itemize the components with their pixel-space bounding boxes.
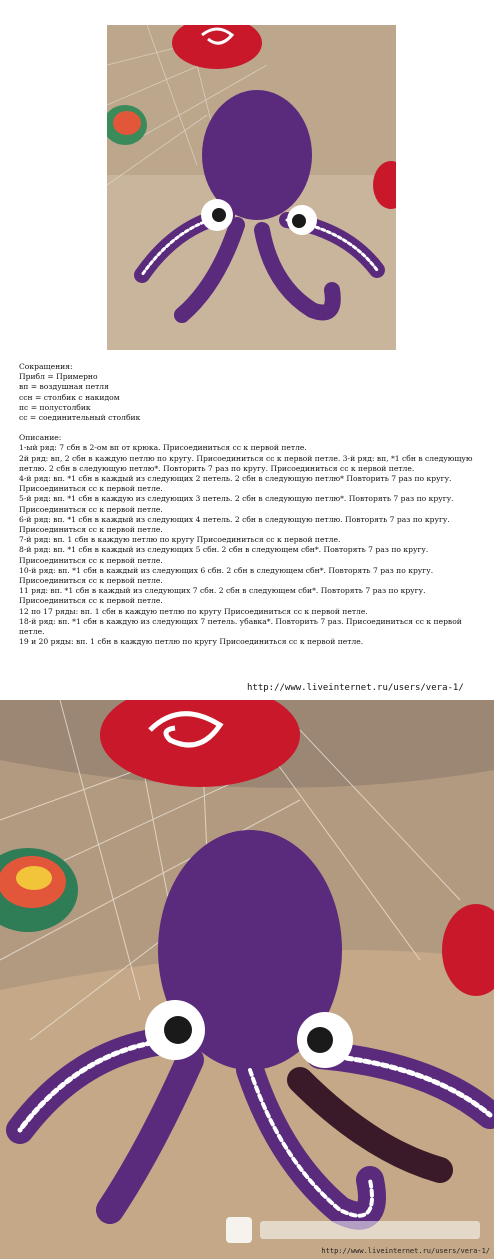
description-line: 11 ряд: вп. *1 сбн в каждый из следующих 7 сбн. 2 сбн в следующем сби*. Повторять 7 раз по кругу. Присоединиться сс к первой петле. xyxy=(19,586,426,606)
source-url-bottom[interactable]: http://www.liveinternet.ru/users/vera-1/ xyxy=(321,1247,490,1255)
octopus-photo-bottom xyxy=(0,700,494,1259)
description-line: 4-й ряд: вп. *1 сбн в каждый из следующих 2 петель. 2 сбн в следующую петлю* Повторить 7 раз по кругу. Присоединиться сс к первой петле. xyxy=(19,474,452,494)
description-line: 10-й ряд: вп. *1 сбн в каждый из следующих 6 сбн. 2 сбн в следующем сбн*. Повторять 7 раз по кругу. Присоединиться сс к первой петле. xyxy=(19,565,434,586)
octopus-photo-top xyxy=(107,25,396,350)
abbreviations-heading: Сокращения: xyxy=(19,362,73,371)
description-line: 18-й ряд: вп. *1 сбн в каждую из следующих 7 петель. убавка*. Повторить 7 раз. Присоединиться сс к первой петле. xyxy=(19,616,462,637)
description-line: 12 по 17 ряды: вп. 1 сбн в каждую петлю по кругу Присоединиться сс к первой петле. xyxy=(19,606,368,616)
description-heading: Описание: xyxy=(19,433,62,443)
abbreviation-item: ссн = столбик с накидом xyxy=(19,392,120,402)
pattern-text xyxy=(19,362,489,647)
description-line: 6-й ряд: вп. *1 сбн в каждый из следующих 4 петель. 2 сбн в следующую петлю. Повторять 7 раз по кругу. Присоединиться сс к первой петле. xyxy=(19,514,450,535)
abbreviation-item: Прибл = Примерно xyxy=(19,372,98,382)
octopus-illustration-top xyxy=(107,25,396,350)
description-line: 2й ряд: вп, 2 сбн в каждую петлю по кругу. Присоединиться сс к первой петле. 3-й ряд: вп, *1 сбн в следующую петлю. 2 сбн в следующую петлю*. Повторить 7 раз по кругу. Присоединиться сс к первой петле. xyxy=(19,453,473,473)
abbreviation-item: сс = соединительный столбик xyxy=(19,413,141,423)
description-line: 1-ый ряд: 7 сбн в 2-ом вп от крюка. Присоединиться сс к первой петле. xyxy=(19,443,307,453)
description-line: 5-й ряд: вп. *1 сбн в каждую из следующих 3 петель. 2 сбн в следующую петлю*. Повторять 7 раз по кругу. Присоединиться сс к первой петле. xyxy=(19,494,454,514)
description-line: 19 и 20 ряды: вп. 1 сбн в каждую петлю по кругу Присоединиться сс к первой петле. xyxy=(19,637,364,647)
abbreviation-item: вп = воздушная петля xyxy=(19,382,109,392)
octopus-illustration-bottom xyxy=(0,700,494,1259)
source-url-top[interactable]: http://www.liveinternet.ru/users/vera-1/ xyxy=(247,683,464,693)
watermark-logo xyxy=(226,1213,486,1247)
description-line: 8-й ряд: вп. *1 сбн в каждый из следующих 5 сбн. 2 сбн в следующем сбн*. Повторять 7 раз по кругу. Присоединиться сс к первой петле. xyxy=(19,545,429,565)
description-line: 7-й ряд: вп. 1 сбн в каждую петлю по кругу Присоединиться сс к первой петле. xyxy=(19,535,341,545)
abbreviation-item: пс = полустолбик xyxy=(19,402,91,412)
